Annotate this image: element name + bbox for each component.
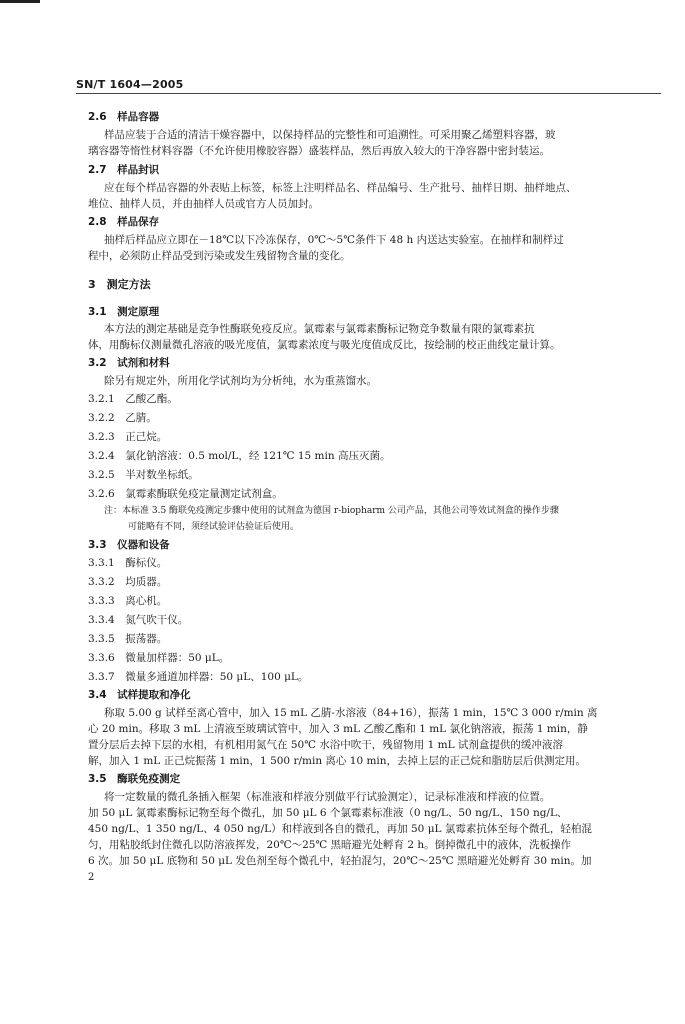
- text-line: 称取 5.00 g 试样至离心管中，加入 15 mL 乙腈-水溶液（84+16），振荡 1 min，15℃ 3 000 r/min 离: [104, 707, 598, 719]
- text-line: 3.3.1 酶标仪。: [88, 557, 168, 569]
- section-heading: 2.7 样品封识: [88, 164, 160, 176]
- text-line: 6 次。加 50 μL 底物和 50 μL 发色剂至每个微孔中，轻拍混匀，20℃～25℃ 黑暗避光处孵育 30 min。加: [88, 855, 592, 867]
- section-heading: 3.5 酶联免疫测定: [88, 773, 181, 785]
- text-line: 3.3.2 均质器。: [88, 576, 168, 588]
- text-line: 3.3.4 氮气吹干仪。: [88, 614, 189, 626]
- section-heading: 2.6 样品容器: [88, 111, 160, 123]
- section-heading: 3.4 试样提取和净化: [88, 689, 191, 701]
- text-line: 3.3.5 振荡器。: [88, 633, 168, 645]
- text-line: 3.2.1 乙酸乙酯。: [88, 393, 178, 405]
- section-heading: 3.2 试剂和材料: [88, 357, 170, 369]
- note-line: 可能略有不同，须经试验评估验证后使用。: [128, 522, 300, 532]
- text-line: 堆位、抽样人员，并由抽样人员或官方人员加封。: [88, 198, 319, 210]
- text-line: 3.3.7 微量多通道加样器：50 μL、100 μL。: [88, 671, 309, 683]
- text-line: 3.2.6 氯霉素酶联免疫定量测定试剂盒。: [88, 488, 283, 500]
- text-line: 3.2.2 乙腈。: [88, 412, 157, 424]
- standard-number: SN/T 1604—2005: [76, 78, 184, 91]
- page-number: 2: [88, 872, 95, 883]
- text-line: 体，用酶标仪测量微孔溶液的吸光度值，氯霉素浓度与吸光度值成反比，按绘制的校正曲线定量计算。: [88, 339, 561, 351]
- text-line: 样品应装于合适的清洁干燥容器中，以保持样品的完整性和可追溯性。可采用聚乙烯塑料容器，玻: [104, 129, 556, 141]
- header-rule: [76, 93, 661, 94]
- text-line: 3.2.5 半对数坐标纸。: [88, 469, 199, 481]
- section-heading: 2.8 样品保存: [88, 216, 160, 228]
- text-line: 程中，必须防止样品受到污染或发生残留物含量的变化。: [88, 250, 351, 262]
- corner-scan-mark: [0, 0, 40, 3]
- text-line: 本方法的测定基础是竞争性酶联免疫反应。氯霉素与氯霉素酶标记物竞争数量有限的氯霉素抗: [104, 323, 535, 335]
- text-line: 应在每个样品容器的外表贴上标签，标签上注明样品名、样品编号、生产批号、抽样日期、抽样地点、: [104, 182, 577, 194]
- section-heading: 3.1 测定原理: [88, 306, 160, 318]
- text-line: 将一定数量的微孔条插入框架（标准液和样液分别做平行试验测定），记录标准液和样液的位置。: [104, 791, 551, 803]
- section-heading: 3 测定方法: [88, 278, 151, 291]
- text-line: 3.3.6 微量加样器：50 μL。: [88, 652, 230, 664]
- text-line: 解，加入 1 mL 正己烷振荡 1 min，1 500 r/min 离心 10 min，去掉上层的正己烷和脂肪层后供测定用。: [88, 755, 587, 767]
- text-line: 璃容器等惰性材料容器（不允许使用橡胶容器）盛装样品，然后再放入较大的干净容器中密封装运。: [88, 145, 550, 157]
- note-line: 注：本标准 3.5 酶联免疫测定步骤中使用的试剂盒为德国 r-biopharm 公司产品，其他公司等效试剂盒的操作步骤: [104, 506, 559, 516]
- text-line: 匀，用粘胶纸封住微孔以防溶液挥发，20℃～25℃ 黑暗避光处孵育 2 h。倒掉微孔中的液体，洗板操作: [88, 839, 572, 851]
- text-line: 3.3.3 离心机。: [88, 595, 168, 607]
- section-heading: 3.3 仪器和设备: [88, 539, 170, 551]
- text-line: 3.2.4 氯化钠溶液：0.5 mol/L，经 121℃ 15 min 高压灭菌。: [88, 450, 391, 462]
- text-line: 加 50 μL 氯霉素酶标记物至每个微孔，加 50 μL 6 个氯霉素标准液（0 ng/L、50 ng/L、150 ng/L、: [88, 807, 568, 819]
- text-line: 3.2.3 正己烷。: [88, 431, 168, 443]
- text-line: 抽样后样品应立即在－18℃以下冷冻保存，0℃～5℃条件下 48 h 内送达实验室。在抽样和制样过: [104, 234, 564, 246]
- text-line: 置分层后去掉下层的水相，有机相用氮气在 50℃ 水浴中吹干，残留物用 1 mL 试剂盒提供的缓冲液溶: [88, 739, 563, 751]
- text-line: 除另有规定外，所用化学试剂均为分析纯，水为重蒸馏水。: [104, 375, 377, 387]
- text-line: 心 20 min。移取 3 mL 上清液至玻璃试管中，加入 3 mL 乙酸乙酯和 1 mL 氯化钠溶液，振荡 1 min，静: [88, 723, 588, 735]
- text-line: 450 ng/L、1 350 ng/L、4 050 ng/L）和样液到各自的微孔，再加 50 μL 氯霉素抗体至每个微孔，轻柏混: [88, 823, 592, 835]
